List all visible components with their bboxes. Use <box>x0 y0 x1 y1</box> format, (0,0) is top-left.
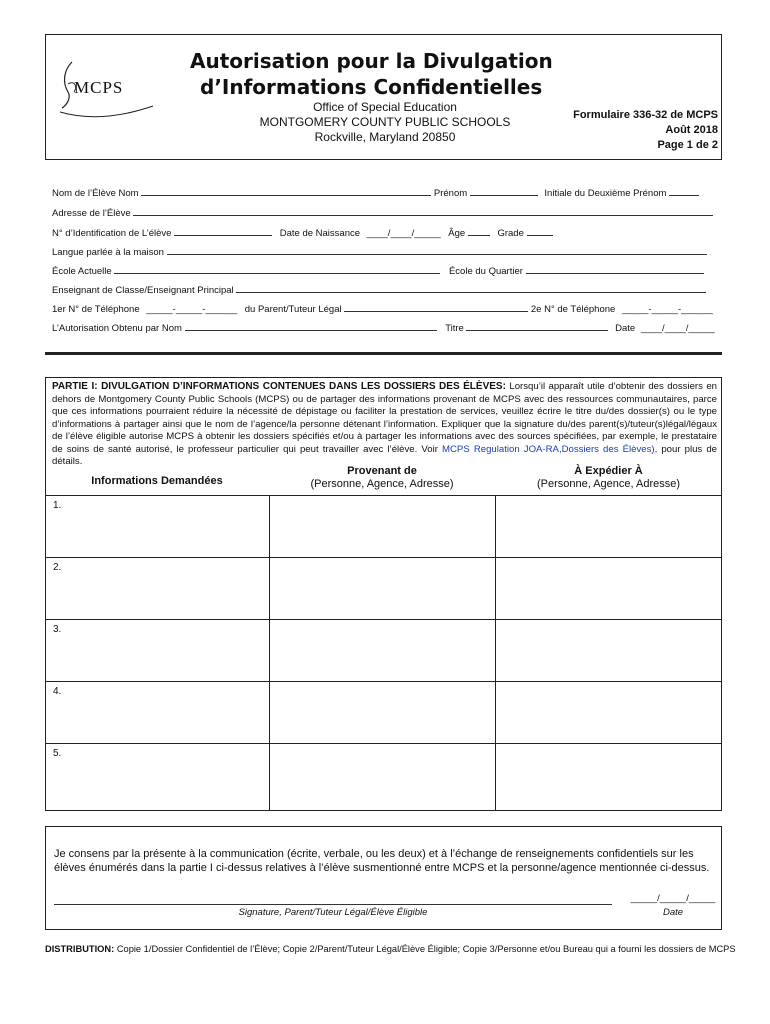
address-field[interactable] <box>133 206 713 216</box>
row4-requested-cell[interactable] <box>45 681 270 744</box>
row4-from-cell[interactable] <box>269 681 496 744</box>
last-name-field[interactable] <box>141 186 431 196</box>
guardian-field[interactable] <box>344 302 528 312</box>
part1-instructions <box>52 381 717 469</box>
grade-label: Grade <box>497 228 524 239</box>
id-label: N° d’Identification de L’élève <box>52 228 172 239</box>
row2-from-cell[interactable] <box>269 557 496 620</box>
signature-field[interactable] <box>54 904 612 905</box>
age-label: Âge <box>448 228 466 239</box>
row5-to-cell[interactable] <box>495 743 722 811</box>
distribution-note <box>45 944 735 954</box>
row-number-2: 2. <box>53 562 62 573</box>
name-label: Nom de l’Élève Nom <box>52 188 139 199</box>
distribution-label: DISTRIBUTION: <box>45 944 115 954</box>
records-table <box>45 465 722 811</box>
id-row <box>52 226 717 240</box>
row-number-4: 4. <box>53 686 62 697</box>
row3-requested-cell[interactable] <box>45 619 270 682</box>
row5-from-cell[interactable] <box>269 743 496 811</box>
row-number-1: 1. <box>53 500 62 511</box>
col-header-from-title: Provenant de <box>347 465 417 477</box>
consent-text: Je consens par la présente à la communication (écrite, verbale, ou les deux) et à l’échange de renseignements confidentiels sur les élèves énumérés dans la partie I ci-dessus relatives à l’élève susmentionné entre MCPS et la personne/agence mentionnée ci-dessus. <box>54 848 710 874</box>
student-name-row <box>52 186 717 200</box>
row1-from-cell[interactable] <box>269 495 496 558</box>
consent-date-label: Date <box>662 907 684 918</box>
teacher-label: Enseignant de Classe/Enseignant Principal <box>52 285 234 296</box>
authorization-row <box>52 321 717 335</box>
birth-date-field[interactable]: ____/____/_____ <box>366 228 441 239</box>
office-line-3: Rockville, Maryland 20850 <box>314 130 456 144</box>
row2-requested-cell[interactable] <box>45 557 270 620</box>
age-field[interactable] <box>468 226 490 236</box>
school-label: École Actuelle <box>52 266 112 277</box>
guardian-label: du Parent/Tuteur Légal <box>244 304 342 315</box>
col-header-to-title: À Expédier À <box>574 465 643 477</box>
part1-tail: pour plus de détails. <box>52 443 717 467</box>
row5-requested-cell[interactable] <box>45 743 270 811</box>
distribution-text: Copie 1/Dossier Confidentiel de l’Élève; Copie 2/Parent/Tuteur Légal/Élève Éligible; Copie 3/Personne et/ou Bureau qui a fourni les dossiers de MCPS <box>116 944 736 954</box>
phone2-label: 2e N° de Téléphone <box>530 304 616 315</box>
col-header-to <box>495 465 722 497</box>
middle-initial-label: Initiale du Deuxième Prénom <box>544 188 667 199</box>
page-title <box>190 48 590 100</box>
row-number-5: 5. <box>53 748 62 759</box>
col-header-requested: Informations Demandées <box>91 475 223 487</box>
phone1-label: 1er N° de Téléphone <box>52 304 140 315</box>
form-number: Formulaire 336-32 de MCPS <box>573 109 718 121</box>
phone-row <box>52 302 717 316</box>
date-label: Date <box>615 323 636 334</box>
date-field[interactable]: ____/____/_____ <box>640 323 715 334</box>
part1-body: Lorsqu’il apparaît utile d’obtenir des dossiers en dehors de Montgomery County Public Schools (MCPS) ou de partager des informations provenant de MCPS avec des ressources communautaires, parce que ces informations pourraient réduire la nécessité de dépistage ou faciliter la prestation de services, veuillez écrire le titre du/des dossier(s) ou le type d’informations à partager ainsi que le nom de l’agence/la personne détenant l’information. Expliquer que la signature du/des parent(s)/tuteur(s)légal/légaux de l’élève éligible autorise MCPS à obtenir les dossiers spécifiés et/ou à partager les informations avec des sources spécifiées, par exemple, le prestataire de soins de santé autorisé, le professeur particulier qui peut travailler avec l’élève. Voir <box>52 381 717 455</box>
office-line-1: Office of Special Education <box>313 100 457 114</box>
title-line-2: d’Informations Confidentielles <box>200 75 543 99</box>
phone1-field[interactable]: _____-_____-______ <box>146 304 238 315</box>
teacher-field[interactable] <box>236 283 706 293</box>
title-label: Titre <box>445 323 464 334</box>
auth-name-label: L’Autorisation Obtenu par Nom <box>52 323 182 334</box>
office-address <box>255 100 515 145</box>
language-row <box>52 245 717 259</box>
phone2-field[interactable]: _____-_____-______ <box>621 304 713 315</box>
office-line-2: MONTGOMERY COUNTY PUBLIC SCHOOLS <box>259 115 511 129</box>
mcps-logo <box>58 60 168 124</box>
language-field[interactable] <box>167 245 707 255</box>
form-date: Août 2018 <box>665 124 718 136</box>
row3-to-cell[interactable] <box>495 619 722 682</box>
page-number: Page 1 de 2 <box>657 139 718 151</box>
first-name-label: Prénom <box>433 188 468 199</box>
language-label: Langue parlée à la maison <box>52 247 164 258</box>
address-row <box>52 206 717 220</box>
part1-heading: PARTIE I: DIVULGATION D’INFORMATIONS CONTENUES DANS LES DOSSIERS DES ÉLÈVES: <box>52 381 506 392</box>
col-header-to-sub: (Personne, Agence, Adresse) <box>536 478 681 490</box>
middle-initial-field[interactable] <box>669 186 699 196</box>
current-school-field[interactable] <box>114 264 440 274</box>
address-label: Adresse de l’Élève <box>52 208 131 219</box>
auth-name-field[interactable] <box>185 321 437 331</box>
col-header-from <box>269 465 495 497</box>
row2-to-cell[interactable] <box>495 557 722 620</box>
row1-requested-cell[interactable] <box>45 495 270 558</box>
consent-date-field[interactable]: _____/_____/_____ <box>630 893 716 904</box>
home-school-field[interactable] <box>526 264 704 274</box>
regulation-link[interactable]: MCPS Regulation JOA-RA,Dossiers des Élèves), <box>442 443 658 455</box>
col-header-from-sub: (Personne, Agence, Adresse) <box>310 478 454 490</box>
student-id-field[interactable] <box>174 226 272 236</box>
grade-field[interactable] <box>527 226 553 236</box>
teacher-row <box>52 283 717 297</box>
title-field[interactable] <box>466 321 608 331</box>
section-divider <box>45 352 722 355</box>
title-line-1: Autorisation pour la Divulgation <box>190 49 553 73</box>
logo-text: MCPS <box>74 78 124 97</box>
form-number-block <box>540 108 718 153</box>
row-number-3: 3. <box>53 624 62 635</box>
row3-from-cell[interactable] <box>269 619 496 682</box>
school-row <box>52 264 717 278</box>
birth-date-label: Date de Naissance <box>279 228 361 239</box>
signature-label: Signature, Parent/Tuteur Légal/Élève Éligible <box>238 907 428 918</box>
home-school-label: École du Quartier <box>448 266 523 277</box>
row1-to-cell[interactable] <box>495 495 722 558</box>
row4-to-cell[interactable] <box>495 681 722 744</box>
first-name-field[interactable] <box>470 186 538 196</box>
